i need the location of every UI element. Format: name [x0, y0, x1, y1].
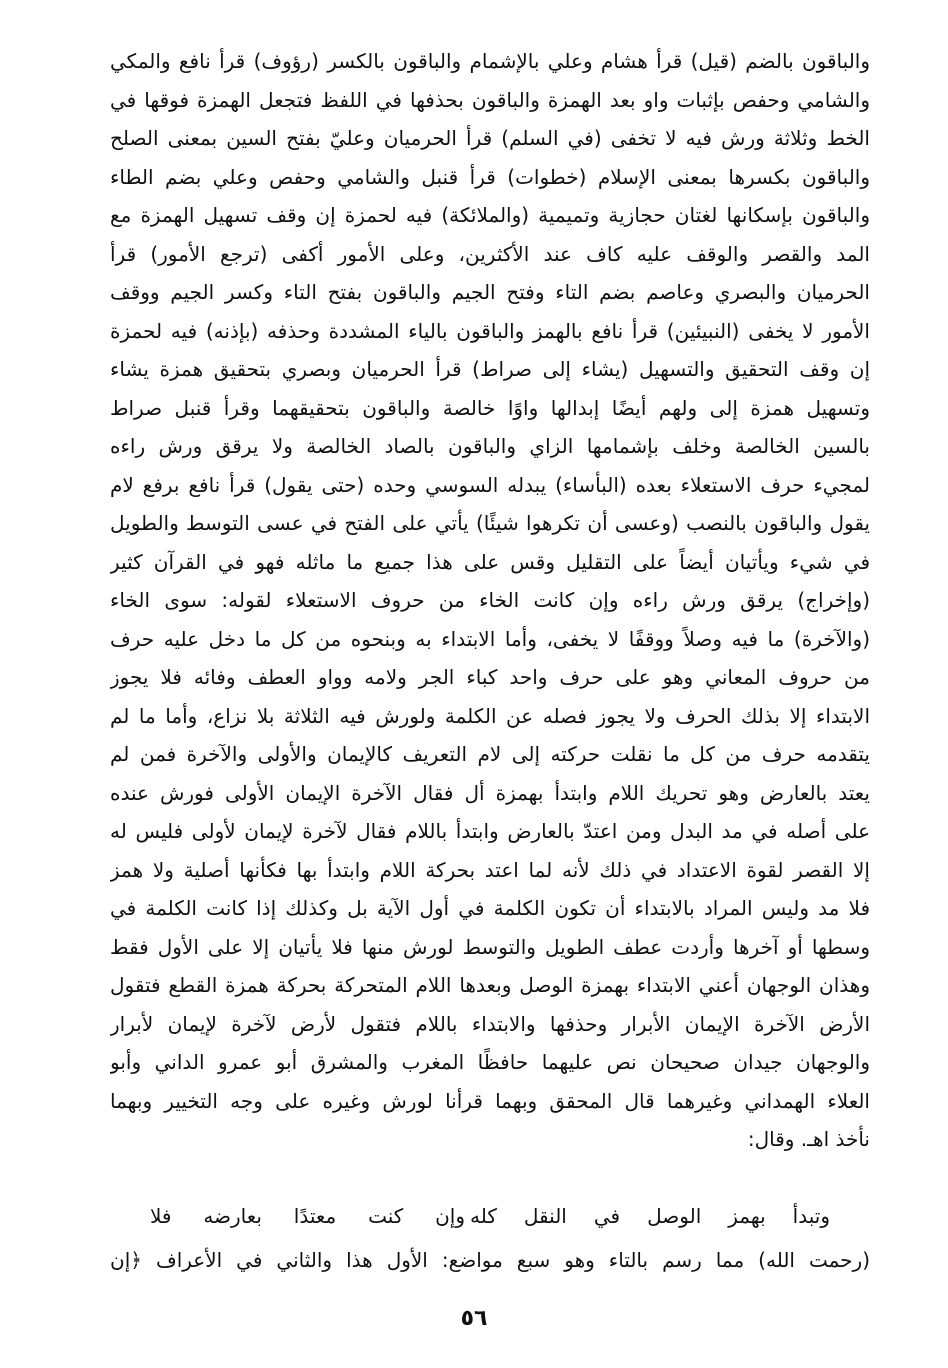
page-number: ٥٦	[460, 1306, 488, 1331]
text-line: (والآخرة) ما فيه وصلاً ووقفًا لا يخفى، وأما الابتداء به وبنحوه من كل ما دخل عليه حرف	[110, 626, 870, 651]
verse-first-hemistich: وتبدأ بهمز الوصل في النقل كله	[470, 1204, 830, 1228]
text-line: لمجيء حرف الاستعلاء بعده (البأساء) يبدله السوسي وحده (حتى يقول) قرأ نافع برفع لام	[110, 472, 870, 497]
text-line: من حروف المعاني وهو على حرف واحد كباء الجر ولامه وواو العطف وفائه فلا يجوز	[110, 665, 870, 689]
text-line: يعتد بالعارض وهو تحريك اللام وابتدأ بهمزة أل فقال الآخرة الإيمان الأولى فورش عنده	[110, 780, 870, 805]
text-line: إن وقف التحقيق والتسهيل (يشاء إلى صراط) قرأ الحرميان وبصري بتحقيق همزة يشاء	[110, 357, 870, 381]
poetry-verse	[110, 1196, 870, 1236]
text-line: وتسهيل همزة إلى ولهم أيضًا إبدالها واوًا خالصة والباقون بتحقيقهما وقرأ قنبل صراط	[110, 395, 870, 420]
text-line: الأمور لا يخفى (النبيئين) قرأ نافع بالهمز والباقون بالياء المشددة وحذفه (بإذنه) فيه لحمزة	[110, 318, 870, 343]
text-line: والباقون بإسكانها لغتان حجازية وتميمية (والملائكة) فيه لحمزة إن وقف تسهيل الهمزة مع	[110, 203, 870, 227]
text-line: الحرميان والبصري وعاصم بضم التاء وفتح الجيم والباقون بفتح التاء وكسر الجيم ووقف	[110, 280, 870, 304]
text-line: يتقدمه حرف من كل ما نقلت حركته إلى لام التعريف كالإيمان والأولى والآخرة فمن لم	[110, 742, 870, 766]
body-text	[110, 42, 870, 1159]
text-line: (وإخراج) يرقق ورش راءه وإن كانت الخاء من حروف الاستعلاء لقوله: سوى الخاء	[110, 588, 870, 612]
text-line: بالسين الخالصة وخلف بإشمامها الزاي والباقون بالصاد الخالصة ولا يرقق ورش راءه	[110, 434, 870, 458]
text-line: المد والقصر والوقف عليه كاف عند الأكثرين، وعلى الأمور أكفى (ترجع الأمور) قرأ	[110, 241, 870, 266]
text-line: الابتداء إلا بذلك الحرف ولا يجوز فصله عن الكلمة ولورش فيه الثلاثة بلا نزاع، وأما ما لم	[110, 703, 870, 728]
text-line: في شيء ويأتيان أيضاً على التقليل وقس على هذا جميع ما ماثله فهو في القرآن كثير	[110, 549, 870, 574]
text-line: إلا القصر لقوة الاعتداد في ذلك لأنه لما اعتد بحركة اللام وابتدأ بها فكأنها أصلية ولا همز	[110, 857, 870, 882]
text-line: والباقون بكسرها بمعنى الإسلام (خطوات) قرأ قنبل والشامي وحفص وعلي بضم الطاء	[110, 164, 870, 189]
text-line: والوجهان جيدان صحيحان نص عليهما حافظًا المغرب والمشرق أبو عمرو الداني وأبو	[110, 1050, 870, 1074]
text-line: وسطها أو آخرها وأردت عطف الطويل والتوسط لورش منها فلا يأتيان إلا على الأول فقط	[110, 934, 870, 959]
text-line: والباقون بالضم (قيل) قرأ هشام وعلي بالإشمام والباقون بالكسر (رؤوف) قرأ نافع والمكي	[110, 49, 870, 73]
text-line: العلاء الهمداني وغيرهما قال المحقق وبهما قرأنا لورش وغيره على وجه التخيير وبهما	[110, 1088, 870, 1113]
text-line: الخط وثلاثة ورش فيه لا تخفى (في السلم) قرأ الحرميان وعليّ بفتح السين بمعنى الصلح	[110, 126, 870, 150]
text-line: نأخذ اهـ. وقال:	[747, 1127, 870, 1151]
verse-second-hemistich: وإن كنت معتدًا بعارضه فلا	[150, 1204, 465, 1228]
text-line: فلا مد وليس المراد بالابتداء أن تكون الكلمة في أول الآية بل وكذلك إذا كانت الكلمة في	[110, 896, 870, 920]
text-line: الأرض الآخرة الإيمان الأبرار وحذفها والابتداء باللام فتقول لأرض لآخرة لإيمان لأبرار	[110, 1011, 870, 1036]
text-line: يقول والباقون بالنصب (وعسى أن تكرهوا شيئًا) يأتي على الفتح في عسى التوسط والطويل	[110, 511, 870, 535]
text-line: على أصله في مد البدل ومن اعتدّ بالعارض وابتدأ باللام فقال لآخرة لإيمان لأولى فليس له	[110, 819, 870, 843]
text-line-bottom: (رحمت الله) مما رسم بالتاء وهو سبع مواضع: الأول هذا والثاني في الأعراف ﴿إن	[110, 1248, 870, 1272]
text-line: والشامي وحفص بإثبات واو بعد الهمزة والباقون بحذفها في اللفظ فتجعل الهمزة فوقها في	[110, 87, 870, 112]
text-line: وهذان الوجهان أعني الابتداء بهمزة الوصل وبعدها اللام المتحركة بحركة همزة القطع فتقول	[110, 973, 870, 997]
